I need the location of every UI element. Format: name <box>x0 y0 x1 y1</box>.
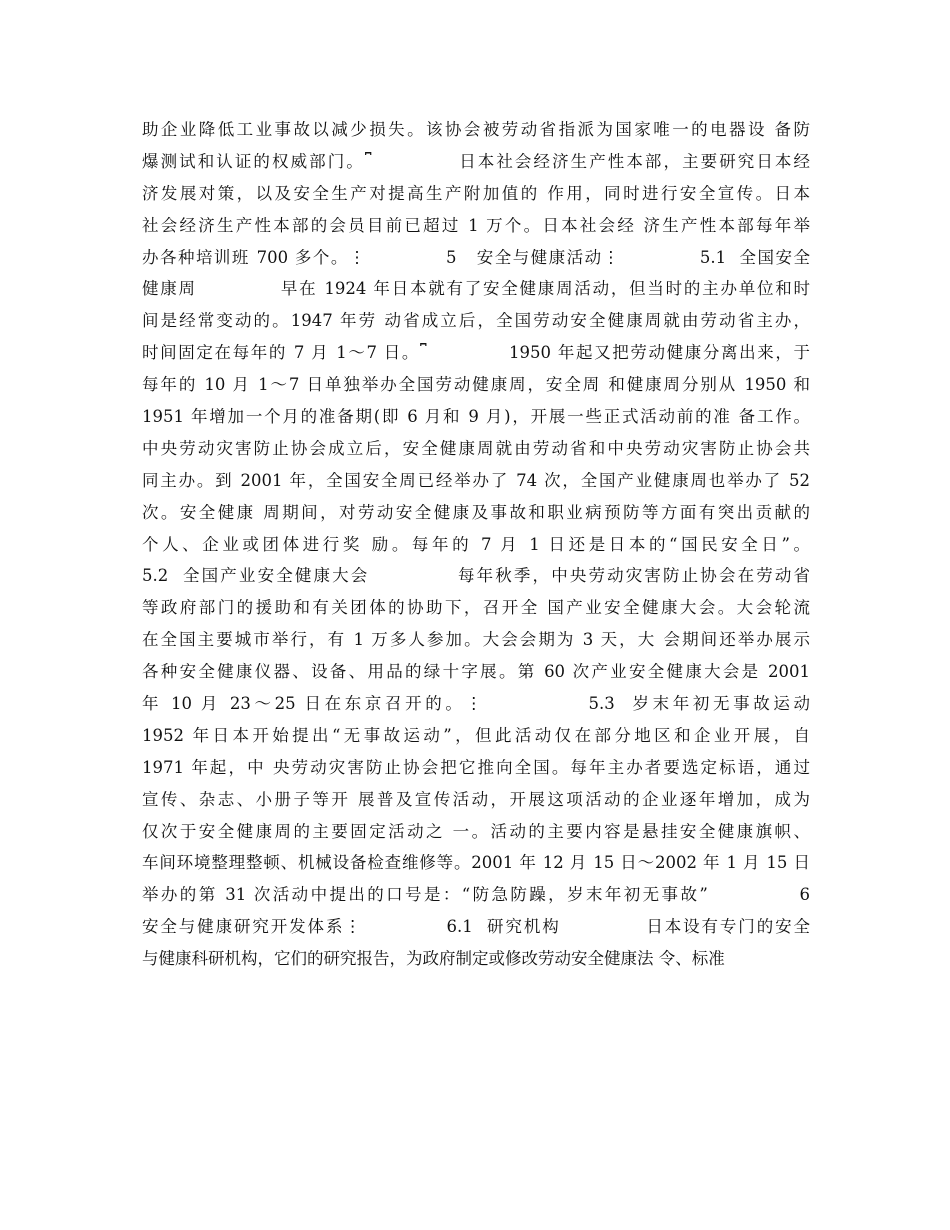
text-line: 时间固定在每年的 7 月 1～7 日。⎴ 1950 年起又把劳动健康分离出来，于 <box>142 343 810 363</box>
text-line: 1971 年起，中 央劳动灾害防止协会把它推向全国。每年主办者要选定标语，通过 <box>142 757 810 777</box>
text-line: 个人、企业或团体进行奖 励。每年的 7 月 1 日还是日本的“国民安全日”。 <box>142 534 810 554</box>
text-line: 中央劳动灾害防止协会成立后，安全健康周就由劳动省和中央劳动灾害防止协会共 <box>142 438 810 458</box>
text-line: 举办的第 31 次活动中提出的口号是：“防急防躁，岁末年初无事故” 6 <box>142 885 810 905</box>
text-line: 与健康科研机构，它们的研究报告，为政府制定或修改劳动安全健康法 令、标准 <box>142 949 725 969</box>
text-line: 1951 年增加一个月的准备期(即 6 月和 9 月)，开展一些正式活动前的准 备工作。 <box>142 407 810 427</box>
text-line: 宣传、杂志、小册子等开 展普及宣传活动，开展这项活动的企业逐年增加，成为 <box>142 789 810 809</box>
text-line: 间是经常变动的。1947 年劳 动省成立后，全国劳动安全健康周就由劳动省主办， <box>142 311 810 331</box>
text-line: 济发展对策，以及安全生产对提高生产附加值的 作用，同时进行安全宣传。日本 <box>142 183 810 203</box>
text-line: 安全与健康研究开发体系⋮ 6.1 研究机构 日本设有专门的安全 <box>142 917 810 937</box>
text-line: 仅次于安全健康周的主要固定活动之 一。活动的主要内容是悬挂安全健康旗帜、 <box>142 821 810 841</box>
text-line: 1952 年日本开始提出“无事故运动”，但此活动仅在部分地区和企业开展，自 <box>142 725 810 745</box>
text-line: 5.2 全国产业安全健康大会 每年秋季，中央劳动灾害防止协会在劳动省 <box>142 566 810 586</box>
document-body-text <box>142 114 810 975</box>
text-line: 办各种培训班 700 多个。⋮ 5 安全与健康活动⋮ 5.1 全国安全 <box>142 247 810 267</box>
text-line: 各种安全健康仪器、设备、用品的绿十字展。第 60 次产业安全健康大会是 2001 <box>142 662 810 682</box>
text-line: 等政府部门的援助和有关团体的协助下，召开全 国产业安全健康大会。大会轮流 <box>142 598 810 618</box>
text-line: 年 10 月 23～25 日在东京召开的。⋮ 5.3 岁末年初无事故运动 <box>142 694 810 714</box>
text-line: 健康周 早在 1924 年日本就有了安全健康周活动，但当时的主办单位和时 <box>142 279 810 299</box>
text-line: 每年的 10 月 1～7 日单独举办全国劳动健康周，安全周 和健康周分别从 1950 和 <box>142 375 810 395</box>
text-line: 同主办。到 2001 年，全国安全周已经举办了 74 次，全国产业健康周也举办了 52 <box>142 470 810 490</box>
text-line: 车间环境整理整顿、机械设备检查维修等。2001 年 12 月 15 日～2002 年 1 月 15 日 <box>142 853 810 873</box>
text-line: 在全国主要城市举行，有 1 万多人参加。大会会期为 3 天，大 会期间还举办展示 <box>142 630 810 650</box>
text-line: 爆测试和认证的权威部门。⎴ 日本社会经济生产性本部，主要研究日本经 <box>142 151 810 171</box>
text-line: 社会经济生产性本部的会员目前已超过 1 万个。日本社会经 济生产性本部每年举 <box>142 215 810 235</box>
text-line: 助企业降低工业事故以减少损失。该协会被劳动省指派为国家唯一的电器设 备防 <box>142 120 810 139</box>
text-line: 次。安全健康 周期间，对劳动安全健康及事故和职业病预防等方面有突出贡献的 <box>142 502 810 522</box>
